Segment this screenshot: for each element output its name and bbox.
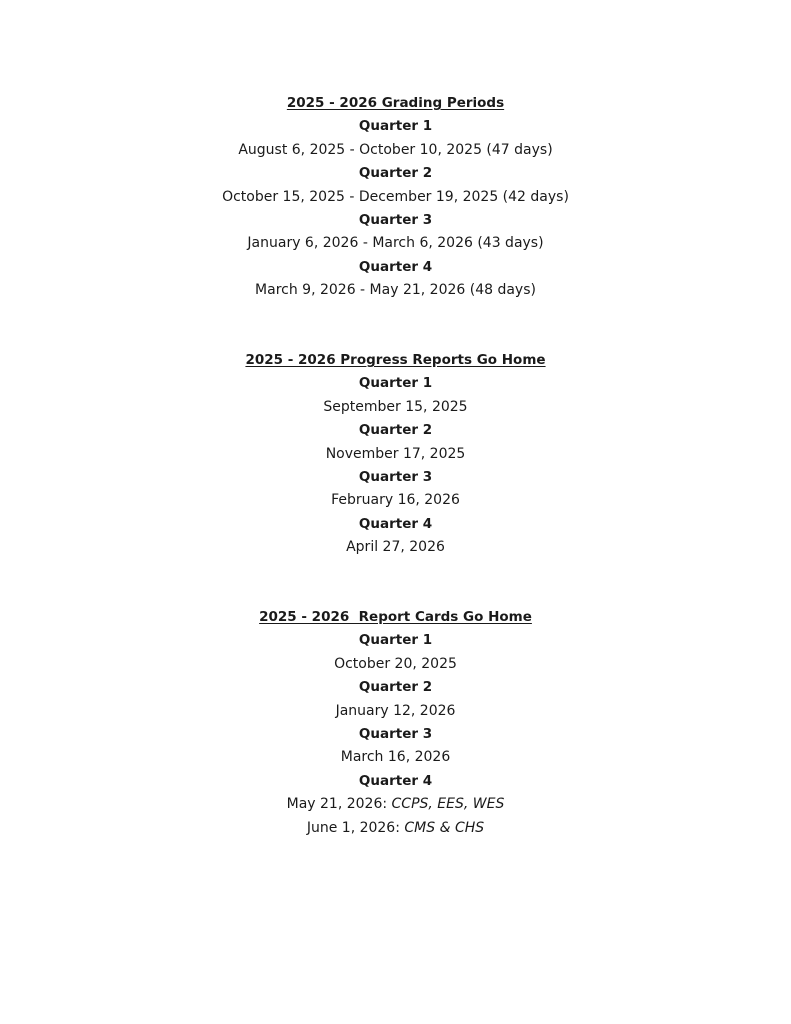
report-q4-entry-1-schools: CCPS, EES, WES	[391, 796, 505, 813]
progress-quarter-4-date: April 27, 2026	[346, 539, 445, 556]
report-quarter-1-label: Quarter 1	[358, 632, 433, 649]
grading-quarter-1-label: Quarter 1	[358, 118, 433, 135]
report-cards-section	[0, 606, 791, 840]
grading-quarter-3-label: Quarter 3	[358, 211, 433, 228]
progress-quarter-2-label: Quarter 2	[358, 422, 433, 439]
report-quarter-2-label: Quarter 2	[358, 679, 433, 696]
report-quarter-4-entry-1	[0, 793, 791, 816]
report-quarter-4-label: Quarter 4	[358, 772, 433, 789]
grading-quarter-4-dates: March 9, 2026 - May 21, 2026 (48 days)	[255, 282, 536, 299]
grading-quarter-4-label: Quarter 4	[358, 258, 433, 275]
report-quarter-4-entry-2	[0, 817, 791, 840]
grading-quarter-2-dates: October 15, 2025 - December 19, 2025 (42 days)	[222, 188, 569, 205]
progress-quarter-2-date: November 17, 2025	[325, 445, 466, 462]
grading-periods-heading: 2025 - 2026 Grading Periods	[286, 95, 505, 111]
grading-quarter-2-label: Quarter 2	[358, 165, 433, 182]
report-quarter-2-date: January 12, 2026	[335, 702, 456, 719]
grading-quarter-3-dates: January 6, 2026 - March 6, 2026 (43 days)	[247, 235, 544, 252]
report-q4-entry-1-date: May 21, 2026:	[286, 796, 388, 813]
grading-periods-section	[0, 92, 791, 303]
grading-quarter-1-dates: August 6, 2025 - October 10, 2025 (47 days)	[238, 141, 553, 158]
report-q4-entry-2-schools: CMS & CHS	[404, 819, 485, 836]
report-cards-heading: 2025 - 2026 Report Cards Go Home	[259, 609, 532, 625]
report-q4-entry-2-date: June 1, 2026:	[306, 819, 400, 836]
progress-quarter-1-label: Quarter 1	[358, 375, 433, 392]
report-quarter-3-date: March 16, 2026	[340, 749, 451, 766]
progress-quarter-3-date: February 16, 2026	[331, 492, 460, 509]
report-quarter-3-label: Quarter 3	[358, 725, 433, 742]
report-quarter-1-date: October 20, 2025	[334, 655, 457, 672]
progress-quarter-3-label: Quarter 3	[358, 468, 433, 485]
progress-reports-section	[0, 349, 791, 560]
progress-quarter-4-label: Quarter 4	[358, 515, 433, 532]
progress-reports-heading: 2025 - 2026 Progress Reports Go Home	[245, 352, 546, 368]
progress-quarter-1-date: September 15, 2025	[323, 398, 468, 415]
